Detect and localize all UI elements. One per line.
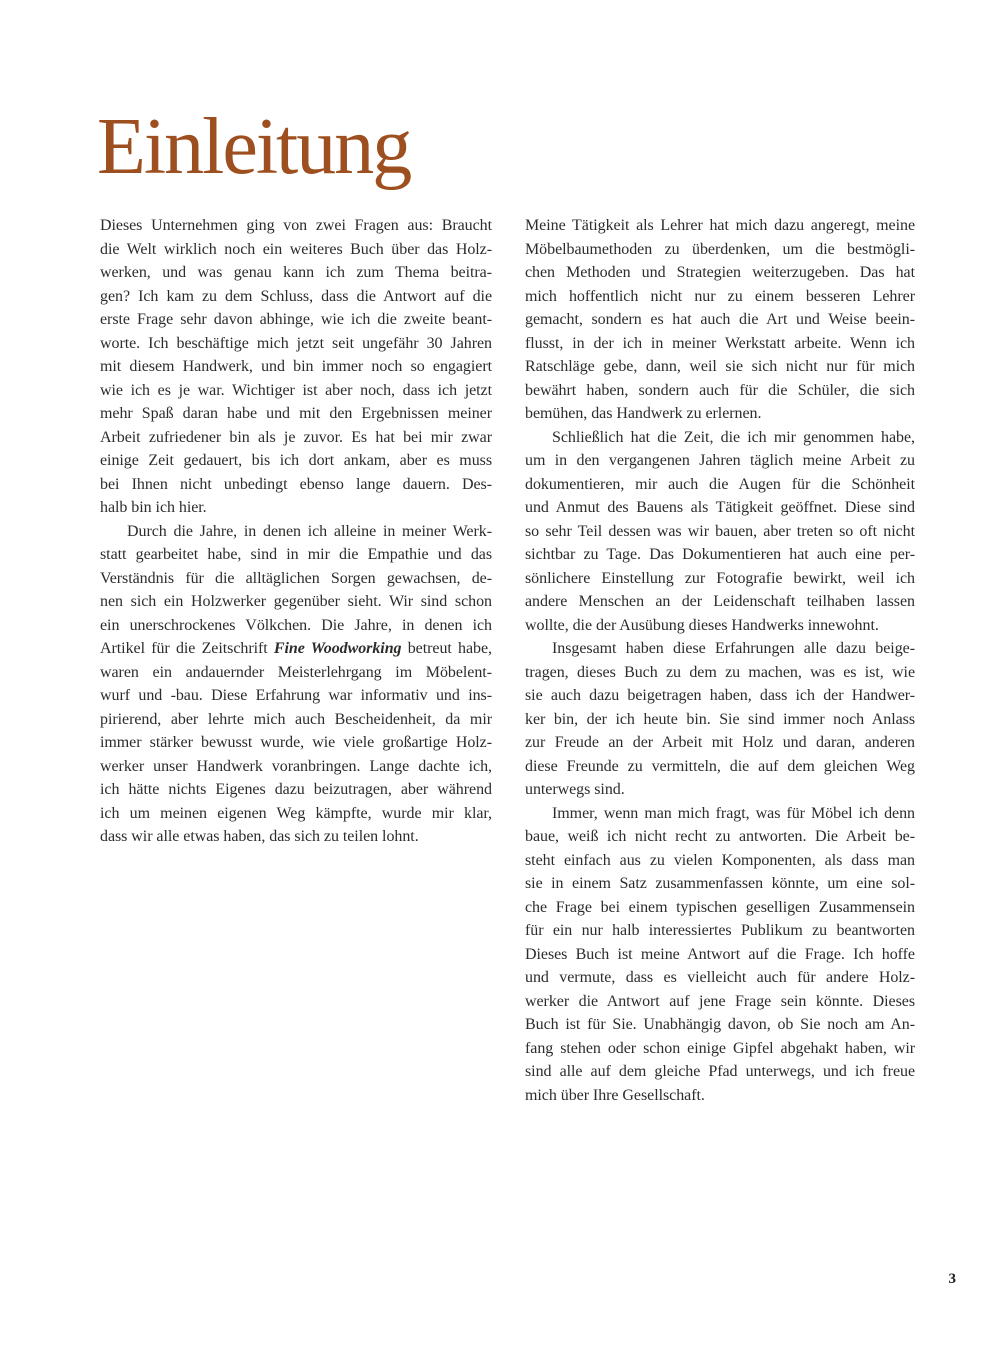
- text-line: mich hoffentlich nicht nur zu einem besseren Lehrer: [525, 287, 915, 305]
- text-line: che Frage bei einem typischen geselligen Zusammensein: [525, 898, 915, 916]
- text-line: tragen, dieses Buch zu dem zu machen, was es ist, wie: [525, 663, 915, 681]
- text-line: und vermute, dass es vielleicht auch für andere Holz-: [525, 969, 915, 986]
- chapter-title: Einleitung: [97, 103, 411, 191]
- text-line: Meine Tätigkeit als Lehrer hat mich dazu angeregt, meine: [525, 217, 915, 234]
- text-line: Buch ist für Sie. Unabhängig davon, ob Sie noch am An-: [525, 1016, 915, 1033]
- text-line: Dieses Unternehmen ging von zwei Fragen aus: Braucht: [100, 217, 492, 234]
- text-line: Artikel für die Zeitschrift Fine Woodworking betreut habe,: [100, 640, 492, 657]
- text-line: immer stärker bewusst wurde, wie viele großartige Holz-: [100, 734, 492, 751]
- paragraph: [525, 802, 915, 1108]
- text-line: gen? Ich kam zu dem Schluss, dass die Antwort auf die: [100, 287, 492, 305]
- text-line: mehr Spaß daran habe und mit den Ergebnissen meiner: [100, 405, 492, 422]
- text-line: pirierend, aber lehrte mich auch Bescheidenheit, da mir: [100, 710, 492, 728]
- text-line: zur Freude an der Arbeit mit Holz und daran, anderen: [525, 734, 915, 751]
- paragraph: [525, 426, 915, 638]
- text-line: mit diesem Handwerk, und bin immer noch so engagiert: [100, 358, 492, 375]
- text-line: sind alle auf dem gleiche Pfad unterwegs, und ich freue: [525, 1063, 915, 1080]
- text-line: andere Menschen an der Leidenschaft teilhaben lassen: [525, 593, 915, 610]
- text-line: mich über Ihre Gesellschaft.: [525, 1086, 705, 1104]
- text-line: wie ich es je war. Wichtiger ist aber noch, dass ich jetzt: [100, 381, 492, 399]
- text-line: chen Methoden und Strategien weiterzugeben. Das hat: [525, 264, 915, 281]
- paragraph: [100, 520, 492, 849]
- text-line: werker unser Handwerk voranbringen. Lange dachte ich,: [100, 757, 492, 775]
- text-line: Ratschläge gebe, dann, weil sie sich nicht nur für mich: [525, 358, 915, 375]
- text-line: Arbeit zufriedener bin als je zuvor. Es hat bei mir zwar: [100, 428, 492, 446]
- text-line: und Anmut des Bauens als Tätigkeit geöffnet. Diese sind: [525, 499, 915, 516]
- text-line: nen sich ein Holzwerker gegenüber sieht. Wir sind schon: [100, 593, 492, 610]
- text-line: werken, und was genau kann ich zum Thema beitra-: [100, 264, 492, 281]
- text-line: so sehr Teil dessen was wir bauen, aber treten so oft nicht: [525, 522, 915, 540]
- text-line: erste Frage sehr davon abhinge, wie ich die zweite beant-: [100, 311, 492, 328]
- text-line: Möbelbaumethoden zu überdenken, um die bestmögli-: [525, 240, 915, 258]
- text-line: sie in einem Satz zusammenfassen könnte, um eine sol-: [525, 875, 915, 892]
- text-line: statt gearbeitet habe, sind in mir die Empathie und das: [100, 546, 492, 563]
- text-line: Verständnis für die alltäglichen Sorgen gewachsen, de-: [100, 569, 492, 587]
- text-line: wurf und -bau. Diese Erfahrung war informativ und ins-: [100, 687, 492, 704]
- text-line: bemühen, das Handwerk zu erlernen.: [525, 405, 762, 422]
- text-line: Insgesamt haben diese Erfahrungen alle dazu beige-: [552, 640, 915, 657]
- text-line: bewährt haben, sondern auch für die Schüler, die sich: [525, 381, 915, 399]
- text-line: sichtbar zu Tage. Das Dokumentieren hat auch eine per-: [525, 546, 915, 563]
- text-line: für ein nur halb interessiertes Publikum zu beantworten: [525, 922, 915, 939]
- text-line: ker bin, der ich heute bin. Sie sind immer noch Anlass: [525, 710, 915, 728]
- text-line: Dieses Buch ist meine Antwort auf die Frage. Ich hoffe: [525, 945, 915, 963]
- text-line: gemacht, sondern es hat auch die Art und Weise beein-: [525, 311, 915, 328]
- text-line: dass wir alle etwas haben, das sich zu teilen lohnt.: [100, 828, 419, 845]
- text-line: wollte, die der Ausübung dieses Handwerks innewohnt.: [525, 616, 879, 634]
- text-line: die Welt wirklich noch ein weiteres Buch über das Holz-: [100, 240, 492, 258]
- text-line: bei Ihnen nicht unbedingt ebenso lange dauern. Des-: [100, 475, 492, 493]
- text-line: um in den vergangenen Jahren täglich meine Arbeit zu: [525, 452, 915, 469]
- paragraph: [525, 637, 915, 802]
- paragraph: [525, 214, 915, 426]
- text-line: unterwegs sind.: [525, 781, 625, 798]
- text-line: einige Zeit gedauert, bis ich dort ankam, aber es muss: [100, 452, 492, 469]
- text-line: Durch die Jahre, in denen ich alleine in meiner Werk-: [127, 522, 492, 540]
- text-line: Immer, wenn man mich fragt, was für Möbel ich denn: [552, 804, 915, 822]
- text-line: ich hätte nichts Eigenes dazu beizutragen, aber während: [100, 781, 492, 798]
- text-line: ich um meinen eigenen Weg kämpfte, wurde mir klar,: [100, 804, 492, 822]
- text-line: sönlichere Einstellung zur Fotografie bewirkt, weil ich: [525, 569, 915, 587]
- text-line: ein unerschrockenes Völkchen. Die Jahre, in denen ich: [100, 616, 492, 634]
- page-number: 3: [948, 1271, 956, 1287]
- text-line: diese Freunde zu vermitteln, die auf dem gleichen Weg: [525, 757, 915, 775]
- text-line: waren ein andauernder Meisterlehrgang im Möbelent-: [100, 663, 492, 681]
- text-line: fang stehen oder schon einige Gipfel abgehakt haben, wir: [525, 1039, 915, 1057]
- text-line: worte. Ich beschäftige mich jetzt seit ungefähr 30 Jahren: [100, 334, 492, 352]
- text-line: werker die Antwort auf jene Frage sein könnte. Dieses: [525, 992, 915, 1010]
- text-column-left: [100, 214, 492, 849]
- text-line: baue, weiß ich nicht recht zu antworten. Die Arbeit be-: [525, 828, 915, 845]
- text-line: halb bin ich hier.: [100, 499, 207, 516]
- paragraph: [100, 214, 492, 520]
- text-line: flusst, in der ich in meiner Werkstatt arbeite. Wenn ich: [525, 334, 915, 352]
- text-line: dokumentieren, mir auch die Augen für die Schönheit: [525, 475, 915, 493]
- text-line: steht einfach aus zu vielen Komponenten, als dass man: [525, 851, 915, 869]
- text-line: Schließlich hat die Zeit, die ich mir genommen habe,: [552, 428, 915, 446]
- text-line: sie auch dazu beigetragen haben, dass ich der Handwer-: [525, 687, 915, 704]
- text-column-right: [525, 214, 915, 1107]
